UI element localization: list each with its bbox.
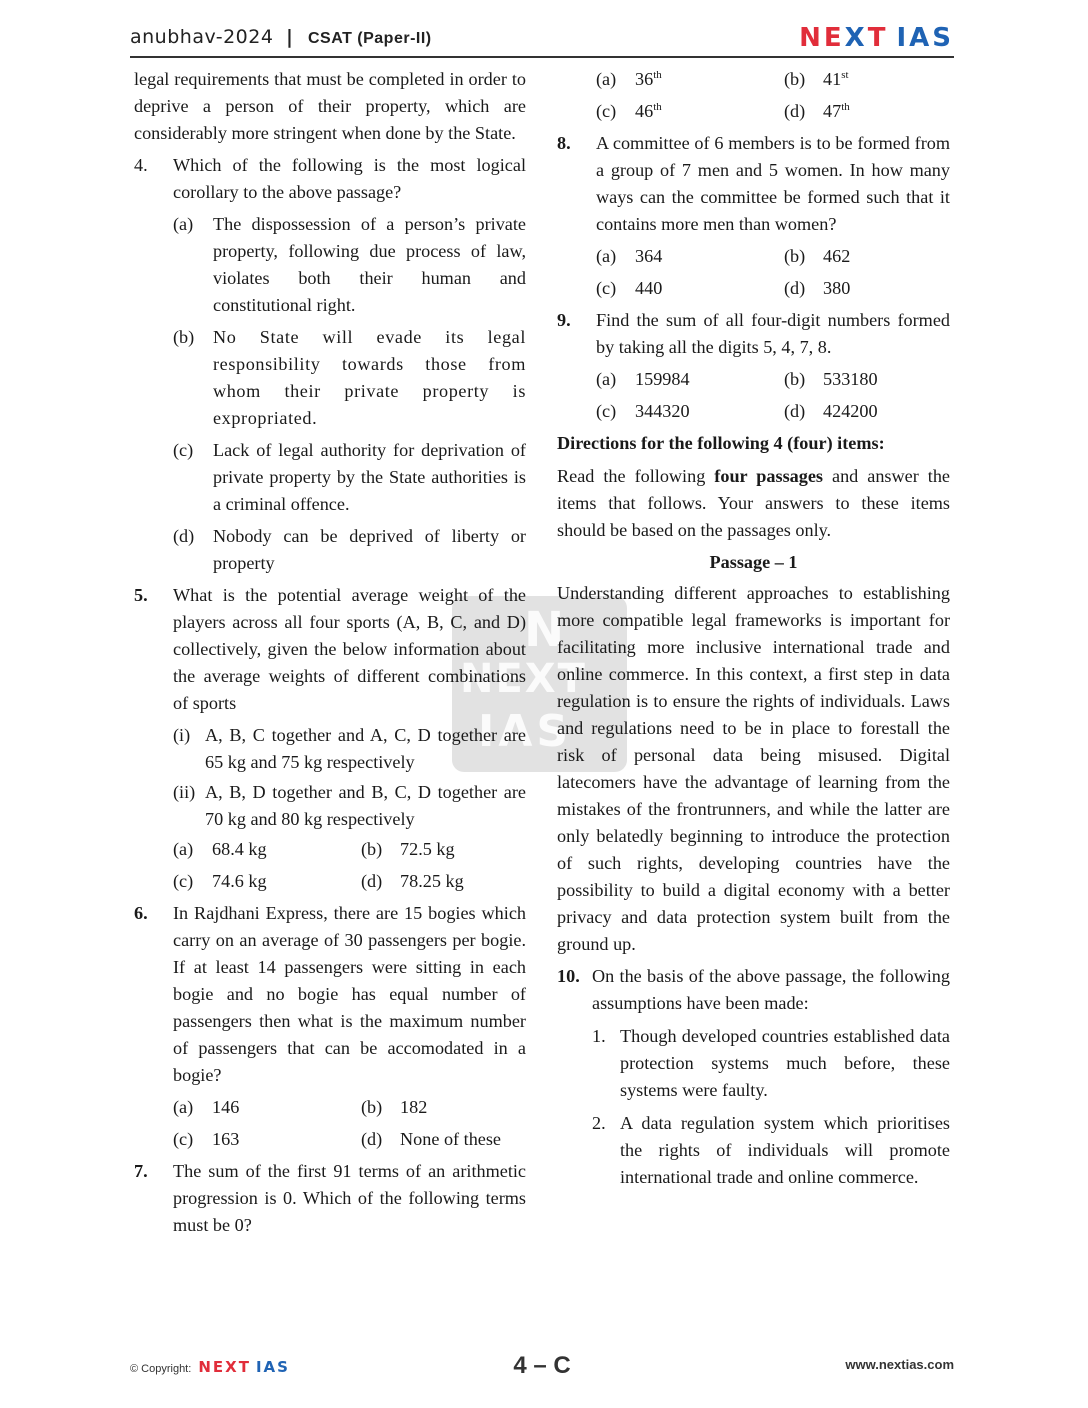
page-number: 4 – C [513,1352,571,1379]
question-9 [557,307,950,361]
question-10 [557,963,950,1017]
options-grid [596,243,950,302]
question-number: 10. [557,966,580,986]
option-d: (d) 380 [784,278,851,298]
question-number: 8. [557,133,571,153]
option-a: (a) 68.4 kg [173,839,267,859]
passage-title: Passage – 1 [709,552,798,572]
option-c: (c) 46th [596,100,662,121]
option-d: (d) None of these [361,1129,502,1149]
question-text: A committee of 6 members is to be formed from a group of 7 men and 5 women. In how many ways can the committee be formed such that it contains more men than women? [596,133,950,234]
option-c: (c) 74.6 kg [173,871,267,891]
question-number: 7. [134,1161,148,1181]
question-5 [134,582,526,717]
option-a: (a) 36th [596,68,662,89]
question-text: What is the potential average weight of the players across all four sports (A, B, C, and D) collectively, given the below information about the average weights of different combinations of sports [173,585,526,713]
option-a: (a) The dispossession of a person’s private property, following due process of law, violates both their human and constitutional right. [173,214,526,315]
option-b: (b) 462 [784,246,851,266]
option-d: (d) 78.25 kg [361,871,464,891]
option-a: (a) 146 [173,1097,240,1117]
header-rule [130,56,954,58]
copyright: © Copyright: NEXT IAS [130,1358,290,1376]
website-link[interactable]: www.nextias.com [845,1357,954,1372]
next-ias-logo: NEXT IAS [799,23,954,53]
option-c: (c) 440 [596,278,663,298]
option-a: (a) 364 [596,246,663,266]
option-c: (c) 163 [173,1129,240,1149]
statement-ii: (ii) A, B, D together and B, C, D together are 70 kg and 80 kg respectively [173,782,526,829]
brand-name: anubhav-2024 [130,26,274,48]
question-text: Which of the following is the most logical corollary to the above passage? [173,155,526,202]
options-grid [173,836,526,895]
question-6 [134,900,526,1089]
option-d: (d) 424200 [784,401,878,421]
question-text: On the basis of the above passage, the following assumptions have been made: [592,966,950,1013]
question-8 [557,130,950,238]
question-number: 6. [134,903,148,923]
passage-text: Understanding different approaches to establishing more compatible legal frameworks is important for facilitating more inclusive international trade and online commerce. In this context, a first step in data regulation is to ensure the rights of individuals. Laws and regulations need to be in place to forestall the risk of personal data being misused. Digital latecomers have the advantage of learning from the mistakes of the frontrunners, and while the latter are only belatedly beginning to introduce the protection of such rights, developing countries have the possibility to build a digital economy with a better privacy and data protection system built from the ground up. [557,583,950,954]
question-number: 9. [557,310,571,330]
brand-title [130,26,432,48]
page-footer [130,1352,954,1380]
option-b: (b) No State will evade its legal responsibility towards those from whom their private property is expropriated. [173,327,526,428]
option-d: (d) 47th [784,100,850,121]
question-text: Find the sum of all four-digit numbers formed by taking all the digits 5, 4, 7, 8. [596,310,950,357]
directions-text: Read the following four passages and answer the items that follows. Your answers to these items should be based on the passages only. [557,466,950,540]
options-grid [173,1094,526,1153]
option-b: (b) 72.5 kg [361,839,455,859]
q7-options-grid [596,66,950,125]
header-separator: | [285,26,294,48]
question-4 [134,152,526,206]
question-text: In Rajdhani Express, there are 15 bogies which carry on an average of 30 passengers per bogie. If at least 14 passengers were sitting in each bogie and no bogie has equal number of passengers then what is the maximum number of passengers that can be accomodated in a bogie? [173,903,526,1085]
right-column [557,66,950,1197]
question-7 [134,1158,526,1239]
directions-heading: Directions for the following 4 (four) items: [557,433,885,453]
question-number: 5. [134,585,148,605]
left-column [134,66,526,1244]
option-b: (b) 533180 [784,369,878,389]
paper-title: CSAT (Paper-II) [307,30,432,47]
footer-logo: NEXT IAS [198,1358,290,1376]
option-c: (c) 344320 [596,401,690,421]
option-b: (b) 182 [361,1097,428,1117]
option-c: (c) Lack of legal authority for deprivation of private property by the State authorities is a criminal offence. [173,440,526,514]
option-a: (a) 159984 [596,369,690,389]
page-header [130,24,954,58]
question-text: The sum of the first 91 terms of an arithmetic progression is 0. Which of the following terms must be 0? [173,1161,526,1235]
watermark-logo: N NEXT IAS [452,596,627,772]
assumption-1: 1. Though developed countries established data protection systems much before, these systems were faulty. [592,1026,950,1100]
question-number: 4. [134,155,148,175]
assumption-2: 2. A data regulation system which prioritises the rights of individuals will promote international trade and online commerce. [592,1113,950,1187]
option-b: (b) 41st [784,68,849,89]
options-grid [596,366,950,425]
option-d: (d) Nobody can be deprived of liberty or property [173,526,526,573]
passage-continuation: legal requirements that must be completed in order to deprive a person of their property, which are considerably more stringent when done by the State. [134,69,526,143]
statement-i: (i) A, B, C together and A, C, D together are 65 kg and 75 kg respectively [173,725,526,772]
